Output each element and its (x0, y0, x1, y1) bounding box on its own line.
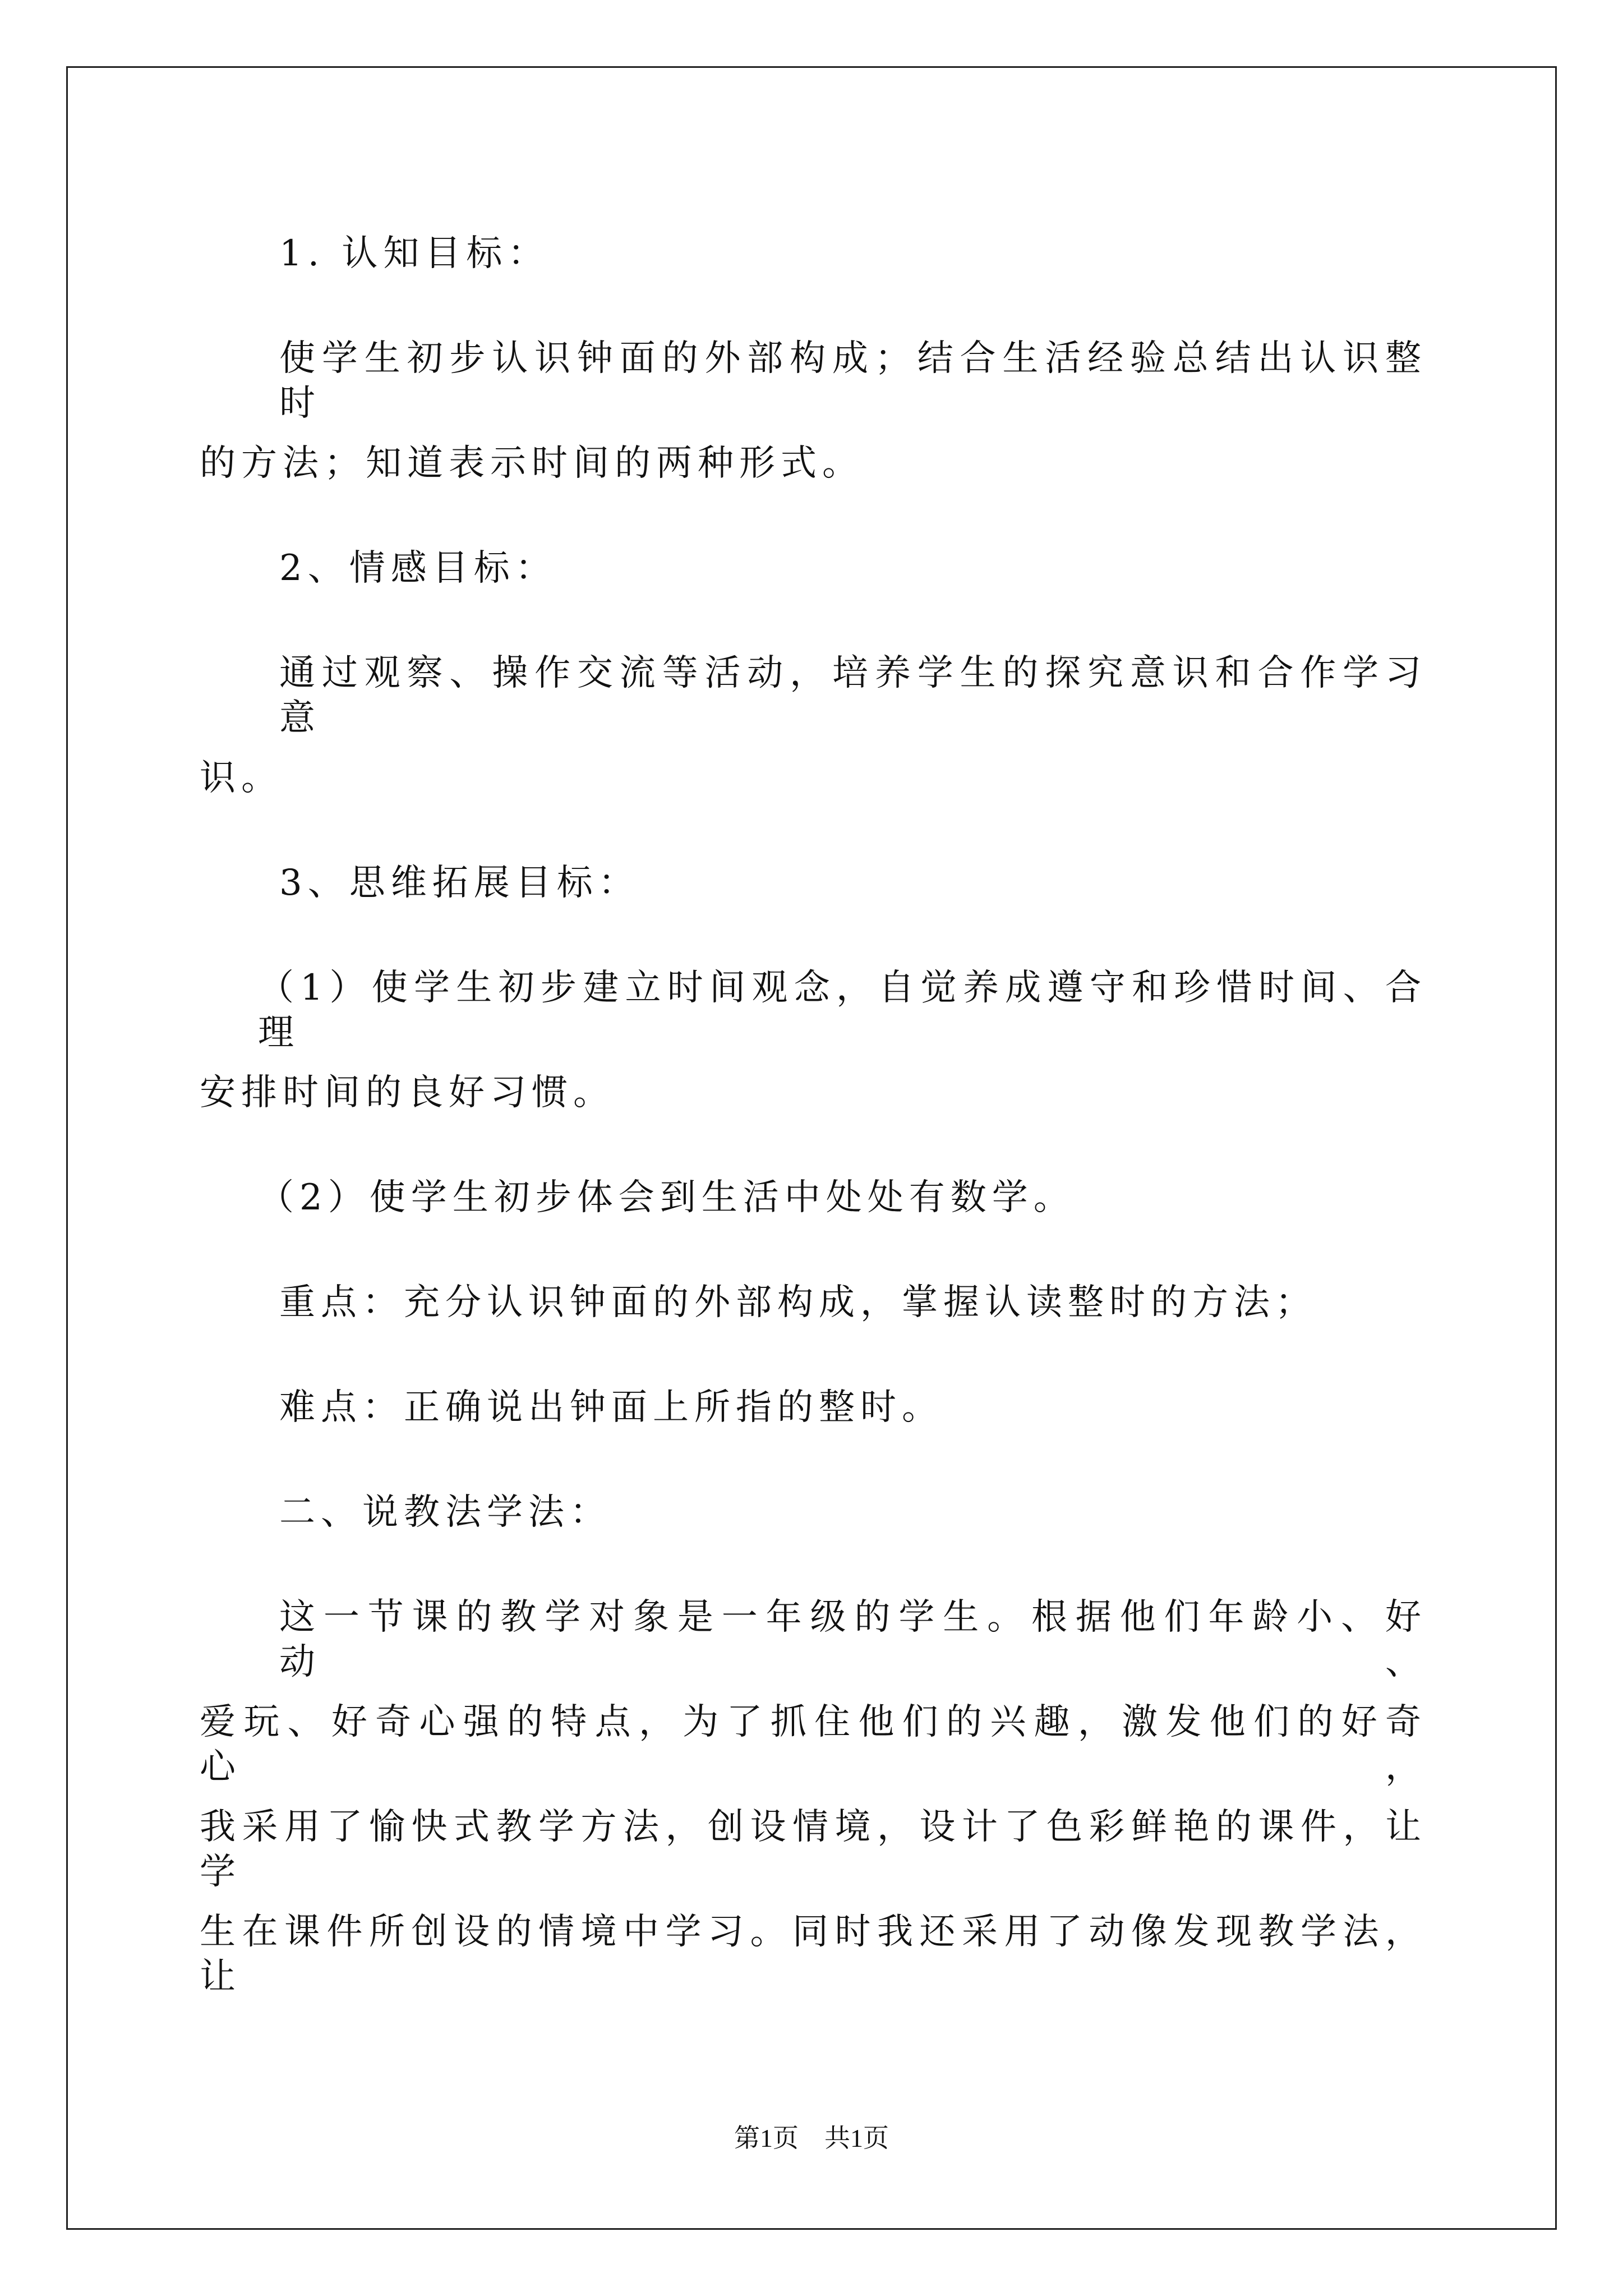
paragraph-line: 安排时间的良好习惯。 (200, 1072, 615, 1114)
paragraph-line: 我采用了愉快式教学方法，创设情境，设计了色彩鲜艳的课件，让学 (200, 1806, 1427, 1893)
paragraph-line: 生在课件所创设的情境中学习。同时我还采用了动像发现教学法，让 (200, 1911, 1427, 1998)
paragraph-line: （1）使学生初步建立时间观念，自觉养成遵守和珍惜时间、合理 (258, 967, 1427, 1053)
difficulty-line: 难点：正确说出钟面上所指的整时。 (279, 1387, 943, 1428)
page-number: 第1页 (734, 2124, 799, 2152)
heading-emotional-goal: 2、情感目标： (279, 547, 557, 589)
page-footer (0, 2122, 1623, 2155)
heading-cognitive-goal: 1. 认知目标： (279, 233, 550, 274)
key-point-line: 重点：充分认识钟面的外部构成，掌握认读整时的方法； (279, 1282, 1317, 1323)
heading-thinking-goal: 3、思维拓展目标： (279, 862, 640, 904)
page-total: 共1页 (824, 2124, 889, 2152)
paragraph-line: 的方法；知道表示时间的两种形式。 (200, 443, 864, 484)
paragraph-line: 通过观察、操作交流等活动，培养学生的探究意识和合作学习意 (279, 652, 1427, 739)
paragraph-line: 这一节课的教学对象是一年级的学生。根据他们年龄小、好动、 (279, 1596, 1427, 1683)
paragraph-line: （2）使学生初步体会到生活中处处有数学。 (258, 1177, 1075, 1218)
paragraph-line: 使学生初步认识钟面的外部构成；结合生活经验总结出认识整时 (279, 338, 1427, 424)
paragraph-line: 识。 (200, 757, 283, 799)
paragraph-line: 爱玩、好奇心强的特点，为了抓住他们的兴趣，激发他们的好奇心， (200, 1701, 1427, 1788)
heading-teaching-method: 二、说教法学法： (279, 1492, 611, 1533)
